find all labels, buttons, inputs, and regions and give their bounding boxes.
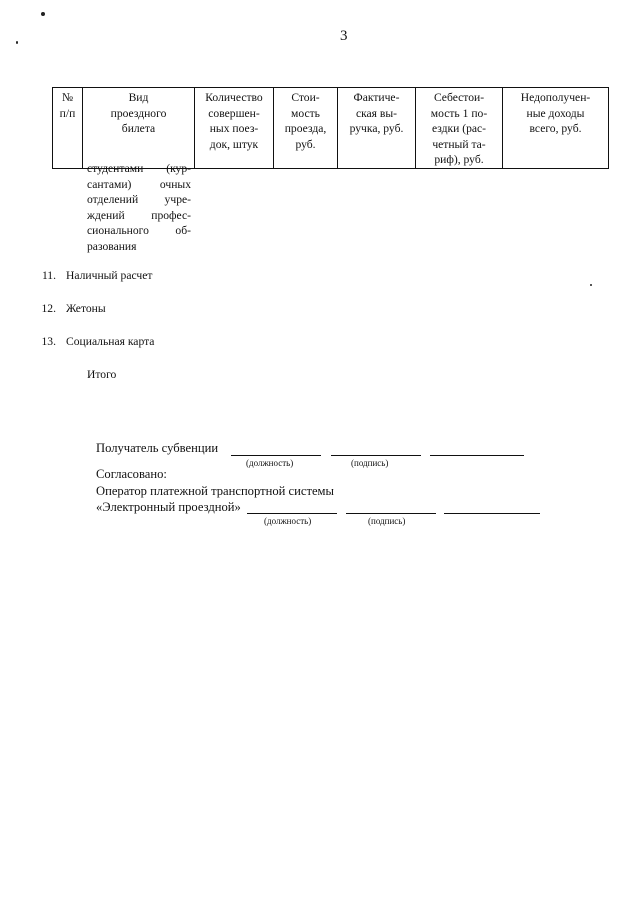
position-caption: (должность) — [246, 458, 294, 468]
column-header-number: № п/п — [53, 88, 83, 169]
signature-line — [331, 455, 421, 456]
signature-caption: (подпись) — [368, 516, 406, 526]
position-line — [247, 513, 337, 514]
text-line: ждений профес- — [87, 208, 191, 222]
continued-row-text — [87, 161, 191, 255]
name-line — [430, 455, 524, 456]
signature-line — [346, 513, 436, 514]
text-line: сионального об- — [87, 224, 191, 238]
total-label: Итого — [87, 368, 117, 381]
row-number: 13. — [41, 335, 56, 348]
operator-line-2: «Электронный проездной» — [96, 500, 241, 514]
column-header-trip-count: Количество совершен- ных поез- док, штук — [195, 88, 274, 169]
scan-speck — [590, 284, 592, 286]
recipient-label: Получатель субвенции — [96, 441, 219, 455]
row-label: Жетоны — [66, 302, 106, 315]
agreed-label: Согласовано: — [96, 467, 167, 481]
report-table-header — [52, 87, 609, 169]
scan-speck — [41, 12, 45, 16]
signature-caption: (подпись) — [351, 458, 389, 468]
text-line: разования — [87, 239, 137, 253]
position-caption: (должность) — [264, 516, 312, 526]
row-number: 11. — [41, 269, 56, 282]
column-header-fare: Стои- мость проезда, руб. — [274, 88, 338, 169]
operator-line-1: Оператор платежной транспортной системы — [96, 484, 334, 498]
text-line: студентами (кур- — [87, 162, 191, 175]
page-number: 3 — [340, 28, 348, 44]
row-label: Наличный расчет — [66, 269, 153, 282]
row-number: 12. — [41, 302, 56, 315]
text-line: отделений учре- — [87, 193, 191, 207]
position-line — [231, 455, 321, 456]
text-line: сантами) очных — [87, 177, 191, 191]
row-label: Социальная карта — [66, 335, 155, 348]
name-line — [444, 513, 540, 514]
column-header-cost: Себестои- мость 1 по- ездки (рас- четный та- риф), руб. — [416, 88, 503, 169]
total-row — [87, 368, 116, 381]
column-header-lost-income: Недополучен- ные доходы всего, руб. — [503, 88, 609, 169]
scan-speck — [16, 41, 18, 44]
column-header-ticket-type: Вид проездного билета — [83, 88, 195, 169]
column-header-revenue: Фактиче- ская вы- ручка, руб. — [338, 88, 416, 169]
